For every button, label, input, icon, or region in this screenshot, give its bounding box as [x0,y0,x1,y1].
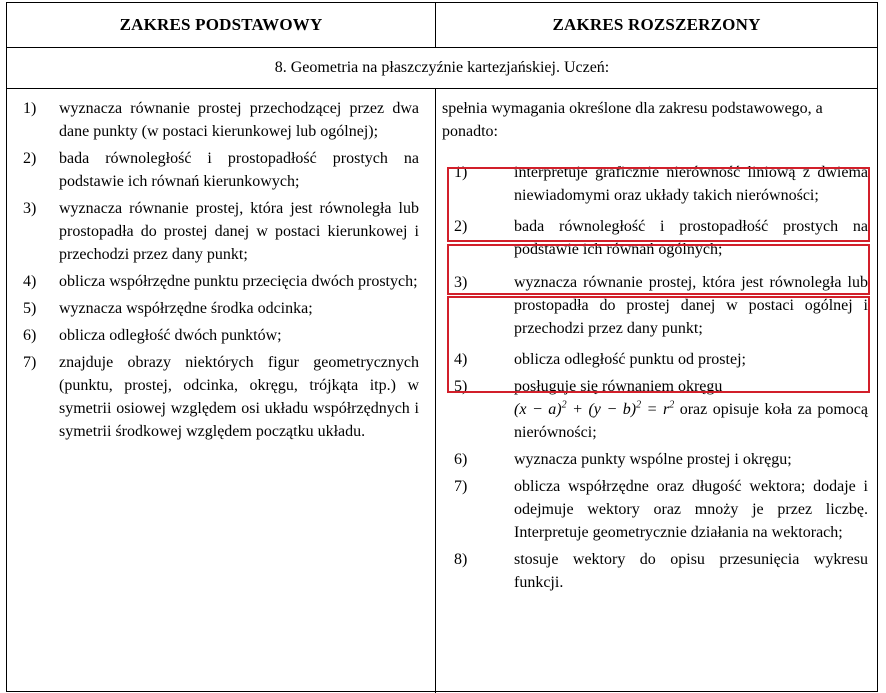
item-text: oblicza odległość punktu od prostej; [514,351,746,368]
formula-part: = r [641,401,670,418]
item-text-end: oraz opisuje koła za pomocą nierówności; [514,401,869,441]
item-text: bada równoległość i prostopadłość prostych na podstawie ich równań ogólnych; [514,218,868,258]
item-text: interpretuje graficznie nierówność liniową z dwiema niewiadomymi oraz układy takich nierówności; [514,164,868,204]
item-text: wyznacza równanie prostej, która jest równoległa lub prostopadła do prostej danej w postaci kierunkowej i przechodzi przez dany punkt; [59,200,419,263]
item-number: 2) [23,150,37,167]
header-basic: ZAKRES PODSTAWOWY [119,15,323,34]
item-text: wyznacza współrzędne środka odcinka; [59,300,313,317]
circle-equation [514,401,674,418]
exponent: 2 [669,399,675,411]
list-item [7,197,419,266]
list-item [442,475,868,544]
formula-part: + (y − b) [566,401,637,418]
item-number: 1) [454,164,468,181]
list-item [7,297,419,320]
basic-column [7,97,419,447]
item-text: oblicza odległość dwóch punktów; [59,327,282,344]
item-number: 7) [454,478,468,495]
item-number: 6) [23,327,37,344]
item-number: 5) [454,378,468,395]
item-text: oblicza współrzędne punktu przecięcia dwóch prostych; [59,273,418,290]
item-number: 5) [23,300,37,317]
item-number: 4) [454,351,468,368]
item-text: wyznacza punkty wspólne prostej i okręgu; [514,451,792,468]
formula-part: (x − a) [514,401,562,418]
item-text: znajduje obrazy niektórych figur geometrycznych (punktu, prostej, odcinka, okręgu, trójkąta itp.) w symetrii osiowej względem osi układu współrzędnych i symetrii środkowej względem początku układu. [59,354,419,440]
highlight-box-item-3 [447,296,870,393]
list-item [7,324,419,347]
item-text: oblicza współrzędne oraz długość wektora; dodaje i odejmuje wektory oraz mnoży je przez liczbę. Interpretuje geometrycznie działania na wektorach; [514,478,868,541]
extended-intro: spełnia wymagania określone dla zakresu podstawowego, a ponadto: [442,100,823,140]
item-text: wyznacza równanie prostej, która jest równoległa lub prostopadła do prostej danej w postaci ogólnej i przechodzi przez dany punkt; [514,274,868,337]
item-number: 8) [454,551,468,568]
item-text: bada równoległość i prostopadłość prostych na podstawie ich równań kierunkowych; [59,150,419,190]
highlight-box-item-1 [447,167,870,242]
item-number: 3) [23,200,37,217]
list-item [7,351,419,443]
item-number: 7) [23,354,37,371]
item-text-start: posługuje się równaniem okręgu [514,378,723,395]
header-extended: ZAKRES ROZSZERZONY [552,15,761,34]
list-item [442,548,868,594]
highlight-box-item-2 [447,244,870,295]
item-number: 2) [454,218,468,235]
column-divider [435,88,436,693]
list-item [7,147,419,193]
list-item [7,97,419,143]
list-item [7,270,419,293]
item-number: 1) [23,100,37,117]
item-text: stosuje wektory do opisu przesunięcia wykresu funkcji. [514,551,868,591]
item-number: 3) [454,274,468,291]
section-bottom-line [7,88,877,89]
item-number: 4) [23,273,37,290]
section-title: 8. Geometria na płaszczyźnie kartezjańskiej. Uczeń: [274,59,610,76]
exponent: 2 [561,399,567,411]
item-number: 6) [454,451,468,468]
exponent: 2 [636,399,642,411]
item-text: wyznacza równanie prostej przechodzącej przez dwa dane punkty (w postaci kierunkowej lub ogólnej); [59,100,419,140]
list-item [442,448,868,471]
